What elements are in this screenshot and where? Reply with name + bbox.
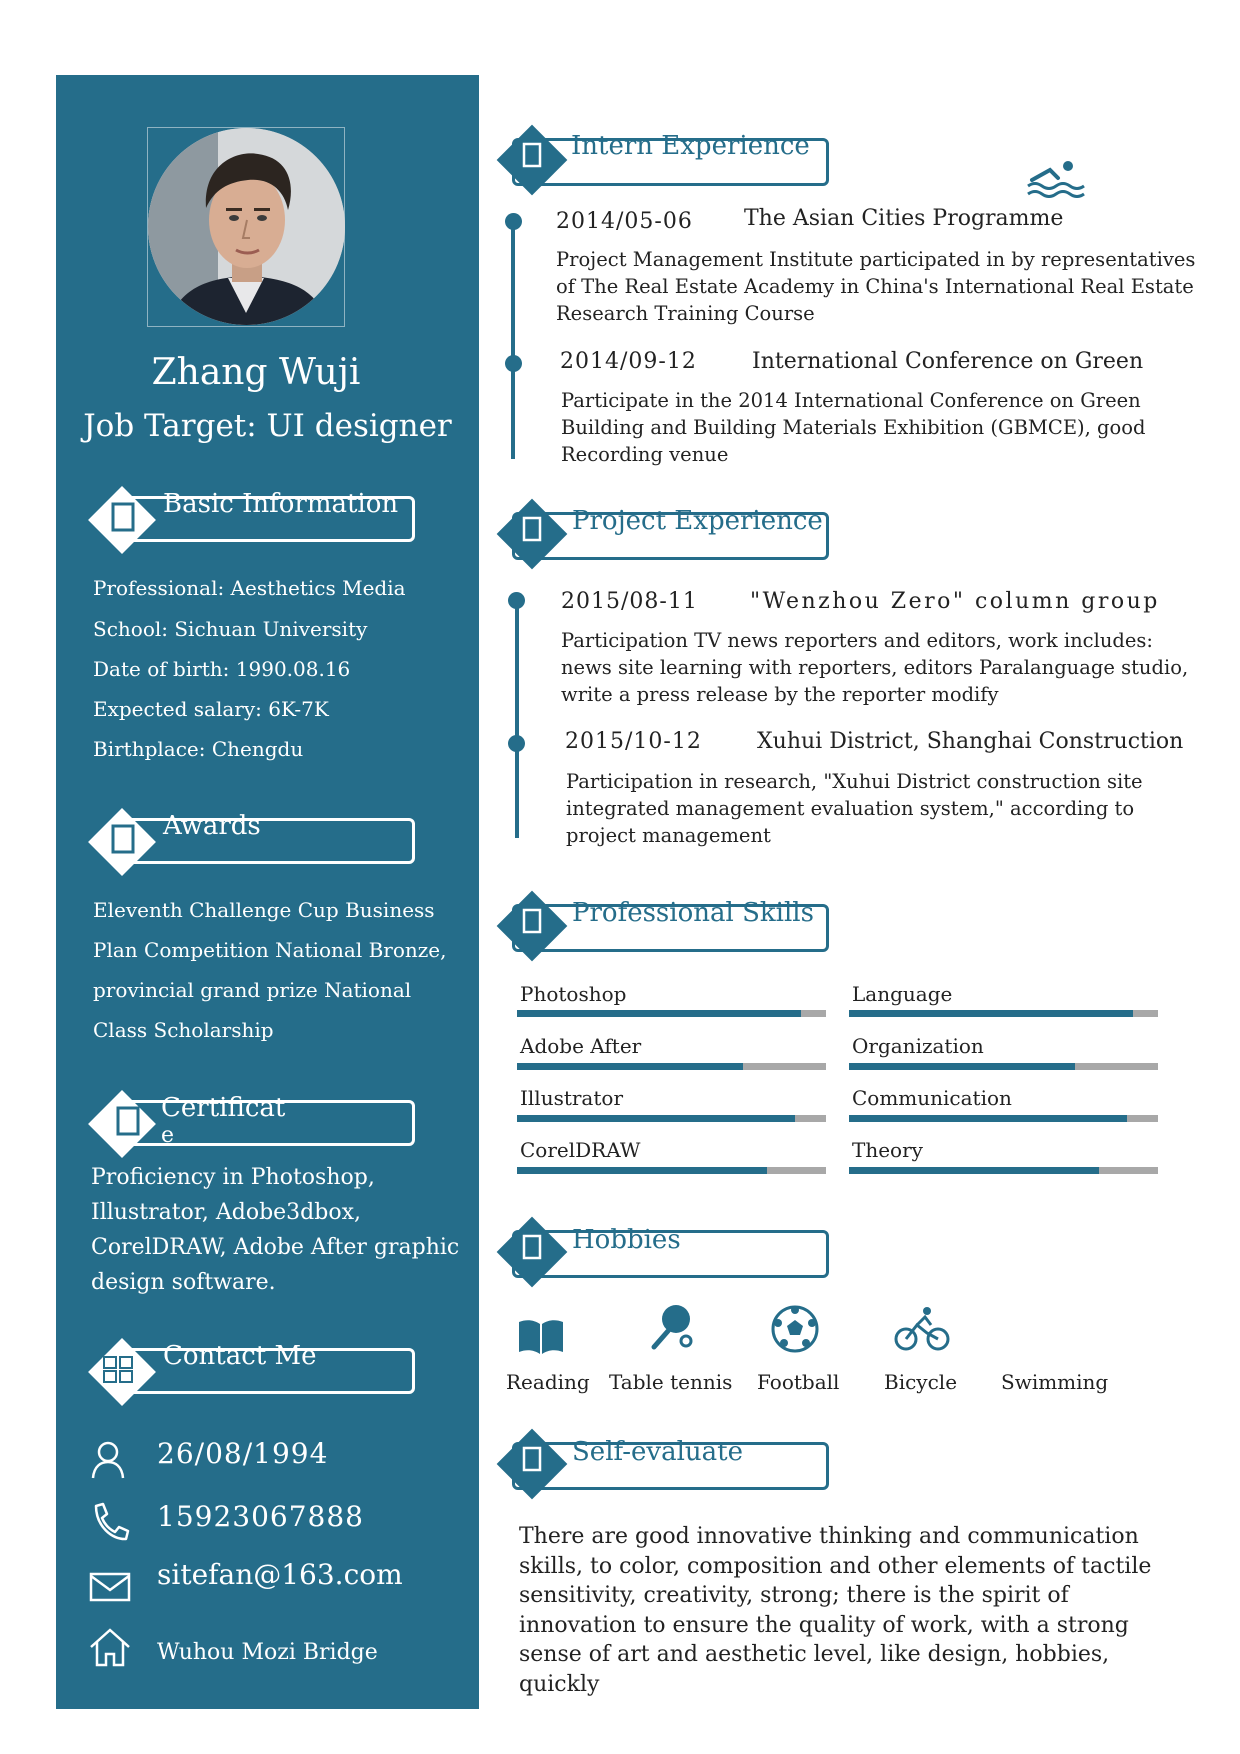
basic-info-line: School: Sichuan University: [93, 617, 368, 641]
mail-icon: [88, 1565, 132, 1609]
football-icon: [769, 1303, 821, 1355]
folder-icon: [497, 515, 567, 549]
skill-label: Theory: [852, 1138, 923, 1162]
contact-birthday: 26/08/1994: [157, 1437, 329, 1470]
skill-bar-fill: [517, 1063, 743, 1070]
avatar: [148, 128, 345, 325]
person-name: Zhang Wuji: [151, 352, 361, 393]
project-date: 2015/08-11: [561, 589, 698, 614]
skill-bar: [517, 1115, 826, 1122]
intern-item-desc: Project Management Institute participated in by representatives of The Real Estate Academy in China's International Real Estate Research Training Course: [556, 248, 1196, 325]
bicycle-icon: [893, 1303, 945, 1355]
skill-bar: [849, 1010, 1158, 1017]
contact-email: sitefan@163.com: [157, 1558, 403, 1591]
skill-label: Adobe After: [520, 1034, 642, 1058]
skill-bar: [849, 1167, 1158, 1174]
skill-bar: [517, 1010, 826, 1017]
hobby-label: Football: [757, 1370, 840, 1394]
skill-bar: [517, 1167, 826, 1174]
project-item-desc: Participation TV news reporters and editors, work includes: news site learning with reporters, editors Paralanguage studio, write a press release by the reporter modify: [561, 629, 1189, 706]
basic-info-line: Professional: Aesthetics Media: [93, 576, 406, 600]
hobby-label: Swimming: [1001, 1370, 1109, 1394]
skill-label: Organization: [852, 1034, 984, 1058]
timeline-dot: [505, 355, 522, 372]
hobby-label: Bicycle: [884, 1370, 958, 1394]
certificate-line: Illustrator, Adobe3dbox,: [91, 1200, 361, 1225]
skill-label: Communication: [852, 1086, 1012, 1110]
contact-address: Wuhou Mozi Bridge: [157, 1640, 378, 1665]
basic-info-title: Basic Information: [163, 489, 399, 519]
intern-date: 2014/09-12: [560, 349, 697, 374]
swimming-icon: [1024, 158, 1086, 198]
phone-icon: [88, 1500, 132, 1544]
project-title: Project Experience: [572, 506, 823, 536]
certificate-line: CorelDRAW, Adobe After graphic: [91, 1235, 460, 1260]
skill-label: Language: [852, 982, 953, 1006]
home-icon: [88, 1625, 132, 1669]
basic-info-line: Expected salary: 6K-7K: [93, 697, 329, 721]
skill-bar-fill: [849, 1167, 1099, 1174]
skill-label: Photoshop: [520, 982, 627, 1006]
user-icon: [88, 502, 158, 539]
hobby-label: Reading: [506, 1370, 590, 1394]
project-item-title: "Wenzhou Zero" column group: [750, 589, 1160, 614]
intern-timeline: [511, 222, 515, 459]
hobby-label: Table tennis: [609, 1370, 733, 1394]
hobbies-title: Hobbies: [572, 1225, 681, 1255]
skill-bar: [849, 1115, 1158, 1122]
book-icon: [515, 1310, 567, 1362]
self-evaluate-text: There are good innovative thinking and communication skills, to color, composition and other elements of tactile sensitivity, creativity, strong; there is the spirit of innovation to ensure the quality of work, with a strong sense of art and aesthetic level, like design, hobbies, quickly: [519, 1524, 1152, 1697]
job-target: Job Target: UI designer: [83, 408, 452, 444]
skill-bar: [517, 1063, 826, 1070]
table-tennis-icon: [646, 1303, 698, 1355]
skill-bar-fill: [517, 1115, 795, 1122]
certificate-line: design software.: [91, 1270, 276, 1295]
tools-icon: [497, 907, 567, 941]
project-date: 2015/10-12: [565, 729, 702, 754]
awards-line: Eleventh Challenge Cup Business: [93, 898, 435, 922]
project-timeline: [515, 600, 519, 838]
trophy-icon: [88, 824, 158, 861]
contact-title: Contact Me: [163, 1341, 317, 1371]
skill-bar-fill: [517, 1010, 801, 1017]
project-item-desc: Participation in research, "Xuhui District construction site integrated management evaluation system," according to project management: [566, 770, 1143, 847]
briefcase-icon: [497, 141, 567, 175]
awards-line: provincial grand prize National: [93, 978, 412, 1002]
certificate-line: Proficiency in Photoshop,: [91, 1165, 375, 1190]
awards-title: Awards: [163, 811, 261, 841]
awards-line: Class Scholarship: [93, 1018, 274, 1042]
awards-line: Plan Competition National Bronze,: [93, 938, 447, 962]
timeline-dot: [508, 735, 525, 752]
intern-item-title: The Asian Cities Programme: [744, 206, 1064, 231]
skill-bar-fill: [849, 1063, 1075, 1070]
timeline-dot: [508, 592, 525, 609]
heart-icon: [497, 1233, 567, 1267]
person-icon: [88, 1438, 132, 1482]
self-evaluate-title: Self-evaluate: [572, 1437, 743, 1467]
skills-title: Professional Skills: [572, 898, 814, 928]
skill-bar-fill: [517, 1167, 767, 1174]
basic-info-line: Birthplace: Chengdu: [93, 737, 304, 761]
intern-item-title: International Conference on Green: [752, 349, 1144, 374]
certificate-icon: [93, 1106, 163, 1143]
basic-info-line: Date of birth: 1990.08.16: [93, 657, 351, 681]
intern-date: 2014/05-06: [556, 209, 693, 234]
pen-icon: [497, 1445, 567, 1479]
timeline-dot: [505, 213, 522, 230]
skill-bar-fill: [849, 1010, 1133, 1017]
contact-card-icon: [84, 1354, 154, 1391]
skill-bar: [849, 1063, 1158, 1070]
certificate-title: Certificat: [161, 1093, 286, 1123]
project-item-title: Xuhui District, Shanghai Construction: [757, 729, 1184, 754]
contact-phone: 15923067888: [157, 1500, 364, 1533]
certificate-title-wrap: e: [161, 1123, 175, 1148]
skill-label: CorelDRAW: [520, 1138, 641, 1162]
intern-item-desc: Participate in the 2014 International Conference on Green Building and Building Materials Exhibition (GBMCE), good Recording venue: [561, 389, 1146, 466]
skill-bar-fill: [849, 1115, 1127, 1122]
intern-title: Intern Experience: [571, 131, 810, 161]
skill-label: Illustrator: [520, 1086, 623, 1110]
